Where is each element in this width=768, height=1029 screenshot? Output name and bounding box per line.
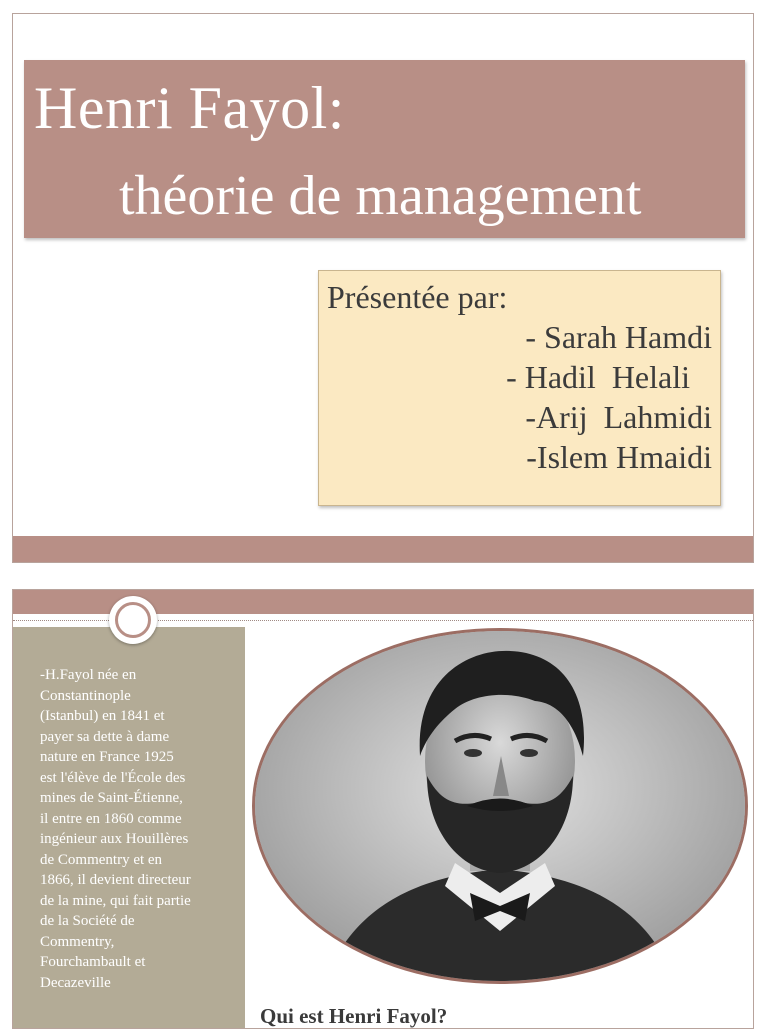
- ring-ornament-icon: [109, 596, 157, 644]
- slide-biography: [12, 589, 754, 1029]
- presenters-heading: Présentée par:: [327, 279, 508, 315]
- slide-footer-band: [13, 536, 753, 562]
- bio-panel: [13, 627, 245, 1029]
- title-main: Henri Fayol:: [34, 75, 345, 141]
- presenter-name: - Sarah Hamdi: [525, 319, 712, 355]
- slide-title: [12, 13, 754, 563]
- portrait-photo: [252, 628, 748, 984]
- bio-text: -H.Fayol née en Constantinople (Istanbul) en 1841 et payer sa dette à dame nature en France 1925 est l'élève de l'École des mines de Saint-Étienne, il entre en 1860 comme ingénieur aux Houillères de Commentry et en 1866, il devient directeur de la mine, qui fait partie de la Société de Commentry, Fourchambault et Decazeville: [40, 667, 191, 991]
- presenter-name: -Islem Hmaidi: [526, 439, 712, 475]
- presenter-name: - Hadil Helali: [506, 359, 690, 395]
- presenter-name: -Arij Lahmidi: [525, 399, 712, 435]
- presenters-box: [318, 270, 721, 506]
- portrait-illustration: [255, 631, 745, 981]
- title-subtitle: théorie de management: [119, 165, 642, 227]
- title-banner: [24, 60, 745, 238]
- section-heading: Qui est Henri Fayol?: [260, 1004, 448, 1028]
